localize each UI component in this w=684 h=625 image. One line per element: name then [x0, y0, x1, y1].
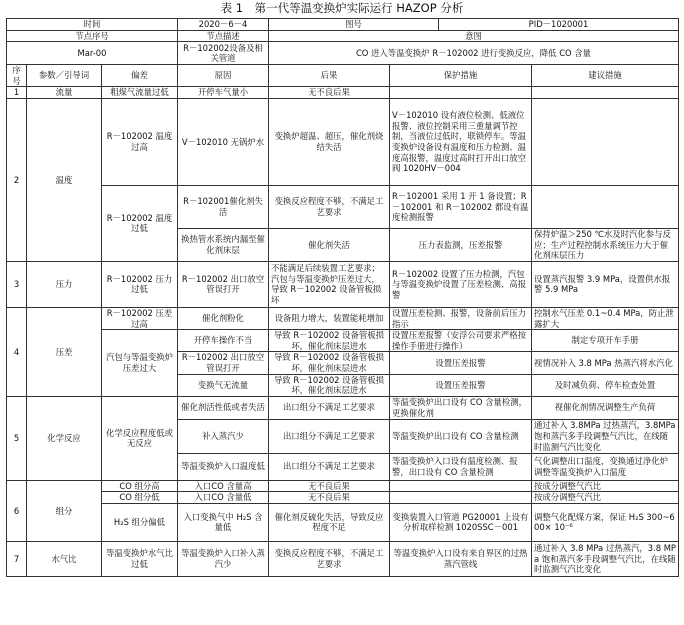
row-suggestion	[532, 185, 679, 228]
row-param: 压力	[27, 261, 102, 307]
row-param: 流量	[27, 87, 102, 99]
row-param: 压差	[27, 307, 102, 396]
row-param: 化学反应	[27, 396, 102, 480]
table-row	[7, 261, 679, 307]
row-consequence: 无不良后果	[269, 87, 390, 99]
header-cause: 原因	[178, 65, 269, 87]
header-param: 参数／引导词	[27, 65, 102, 87]
row-protection: 压力表监测，压差报警	[390, 228, 532, 261]
row-cause: R－102002 出口放空管误打开	[178, 261, 269, 307]
meta-row-values	[7, 42, 679, 65]
node-desc-value: R－102002设备及相关管道	[178, 42, 269, 65]
row-protection: R－102001 采用 1 开 1 备设置；R－102001 和 R－102002 都设有温度检测报警	[390, 185, 532, 228]
row-suggestion: 通过补入 3.8 MPa 过热蒸汽，3.8 MPa 饱和蒸汽多手段调整气汽比，在线随时监测气汽比变化	[532, 541, 679, 576]
table-row	[7, 396, 679, 419]
row-cause: 入口CO 含量高	[178, 480, 269, 492]
table-caption: 表 1 第一代等温变换炉实际运行 HAZOP 分析	[220, 1, 464, 15]
node-label: 节点序号	[7, 30, 178, 42]
row-no: 6	[7, 480, 27, 541]
row-deviation: R－102002 压力过低	[102, 261, 178, 307]
row-no: 2	[7, 98, 27, 261]
row-protection: 设置压差报警	[390, 374, 532, 396]
row-protection: 变换装置入口管道 PG20001 上设有分析取样检测 1020SSC－001	[390, 503, 532, 541]
row-consequence: 变换反应程度不够，不满足工艺要求	[269, 541, 390, 576]
row-protection: 设置压差报警	[390, 352, 532, 374]
row-suggestion: 通过补入 3.8MPa 过热蒸汽，3.8MPa 饱和蒸汽多手段调整气汽比，在线随时监测气汽比变化	[532, 419, 679, 453]
row-suggestion: 视情况补入 3.8 MPa 热蒸汽将水汽化	[532, 352, 679, 374]
row-cause: V－102010 无锅炉水	[178, 98, 269, 185]
row-suggestion	[532, 87, 679, 99]
time-value: 2020－6－4	[178, 19, 269, 31]
row-suggestion: 保持炉温＞250 ℃水及时汽化参与反应；生产过程控制水系统压力大于催化剂床层压力	[532, 228, 679, 261]
meta-row-node	[7, 30, 679, 42]
row-suggestion: 调整气化配煤方案，保证 H₂S 300~600× 10⁻⁶	[532, 503, 679, 541]
row-no: 5	[7, 396, 27, 480]
row-deviation: 化学反应程度低或无反应	[102, 396, 178, 480]
row-consequence: 设备阻力增大，装置能耗增加	[269, 307, 390, 329]
table-row	[7, 541, 679, 576]
row-suggestion: 视催化剂情况调整生产负荷	[532, 396, 679, 419]
row-consequence: 催化剂失活	[269, 228, 390, 261]
table-row	[7, 503, 679, 541]
table-row	[7, 330, 679, 352]
row-deviation: 粗煤气流量过低	[102, 87, 178, 99]
drawing-value: PID－1020001	[439, 19, 679, 31]
row-cause: 开停车操作不当	[178, 330, 269, 352]
row-no: 7	[7, 541, 27, 576]
row-consequence: 导致 R－102002 设备管板损坏，催化剂床层进水	[269, 330, 390, 352]
row-suggestion: 按成分调整气汽比	[532, 480, 679, 492]
table-row	[7, 185, 679, 228]
row-no: 1	[7, 87, 27, 99]
row-consequence: 无不良后果	[269, 480, 390, 492]
meta-row-time	[7, 19, 679, 31]
row-cause: 开停车气量小	[178, 87, 269, 99]
row-cause: R－102002 出口放空管误打开	[178, 352, 269, 374]
row-consequence: 不能满足后续装置工艺要求；汽包与等温变换炉压差过大，导致 R－102002 设备管板损坏	[269, 261, 390, 307]
row-consequence: 出口组分不满足工艺要求	[269, 396, 390, 419]
header-no: 序号	[7, 65, 27, 87]
row-protection: R－102002 设置了压力检测，汽包与等温变换炉设置了压差检测、高报警	[390, 261, 532, 307]
row-protection: 设置压差报警（安浮公司要求严格按操作手册进行操作）	[390, 330, 532, 352]
row-protection	[390, 480, 532, 492]
intent-label: 意图	[269, 30, 679, 42]
time-label: 时间	[7, 19, 178, 31]
hazop-table	[6, 18, 679, 577]
header-suggestion: 建议措施	[532, 65, 679, 87]
row-protection	[390, 492, 532, 504]
row-cause: 催化剂粉化	[178, 307, 269, 329]
row-param: 组分	[27, 480, 102, 541]
row-protection: 等温变换炉出口设有 CO 含量检测，更换催化剂	[390, 396, 532, 419]
node-desc-label: 节点描述	[178, 30, 269, 42]
row-cause: 等温变换炉入口补入蒸汽少	[178, 541, 269, 576]
row-cause: 补入蒸汽少	[178, 419, 269, 453]
row-suggestion: 气化调整出口温度，变换通过净化炉调整等温变换炉入口温度	[532, 453, 679, 480]
drawing-label: 图号	[269, 19, 439, 31]
row-consequence: 导致 R－102002 设备管板损坏，催化剂床层进水	[269, 352, 390, 374]
header-row	[7, 65, 679, 87]
row-cause: R－102001催化剂失活	[178, 185, 269, 228]
row-consequence: 出口组分不满足工艺要求	[269, 419, 390, 453]
row-deviation: CO 组分高	[102, 480, 178, 492]
row-consequence: 无不良后果	[269, 492, 390, 504]
table-row	[7, 98, 679, 185]
row-suggestion: 按成分调整气汽比	[532, 492, 679, 504]
row-cause: 入口变换气中 H₂S 含量低	[178, 503, 269, 541]
row-protection: 等温变换炉入口设有温度检测、报警，出口设有 CO 含量检测	[390, 453, 532, 480]
intent-value: CO 进入等温变换炉 R－102002 进行变换反应，降低 CO 含量	[269, 42, 679, 65]
row-suggestion	[532, 98, 679, 185]
row-deviation: R－102002 温度过低	[102, 185, 178, 261]
row-protection: 等温变换炉入口设有来自界区的过热蒸汽管线	[390, 541, 532, 576]
row-consequence: 出口组分不满足工艺要求	[269, 453, 390, 480]
row-no: 4	[7, 307, 27, 396]
row-deviation: H₂S 组分偏低	[102, 503, 178, 541]
row-suggestion: 及时减负荷、停车检查处置	[532, 374, 679, 396]
row-cause: 变换气无流量	[178, 374, 269, 396]
row-deviation: CO 组分低	[102, 492, 178, 504]
row-deviation: 汽包与等温变换炉压差过大	[102, 330, 178, 397]
row-cause: 入口CO 含量低	[178, 492, 269, 504]
row-consequence: 变换炉超温、超压，催化剂烧结失活	[269, 98, 390, 185]
table-row	[7, 492, 679, 504]
row-param: 水气比	[27, 541, 102, 576]
header-consequence: 后果	[269, 65, 390, 87]
row-param: 温度	[27, 98, 102, 261]
header-deviation: 偏差	[102, 65, 178, 87]
table-row	[7, 307, 679, 329]
row-cause: 催化剂活性低或者失活	[178, 396, 269, 419]
row-consequence: 导致 R－102002 设备管板损坏，催化剂床层进水	[269, 374, 390, 396]
row-cause: 换热管水系统内漏至催化剂床层	[178, 228, 269, 261]
row-protection: 设置压差检测、报警，设备前后压力指示	[390, 307, 532, 329]
row-protection	[390, 87, 532, 99]
table-row	[7, 87, 679, 99]
row-consequence: 变换反应程度不够，不满足工艺要求	[269, 185, 390, 228]
row-suggestion: 控制水气压差 0.1~0.4 MPa，防止泄露扩大	[532, 307, 679, 329]
row-no: 3	[7, 261, 27, 307]
row-consequence: 催化剂反硫化失活，导致反应程度不足	[269, 503, 390, 541]
row-deviation: R－102002 压差过高	[102, 307, 178, 329]
row-suggestion: 设置蒸汽报警 3.9 MPa，设置供水报警 5.9 MPa	[532, 261, 679, 307]
table-row	[7, 480, 679, 492]
row-deviation: 等温变换炉水气比过低	[102, 541, 178, 576]
row-suggestion: 制定专项开车手册	[532, 330, 679, 352]
row-protection: V－102010 设有液位检测、低液位报警、液位控制采用三重量调节控制，当液位过低时，联锁停车。等温变换炉设备设有温度和压力检测、温度高报警，温度过高时打开出口放空阀 1020HV－004	[390, 98, 532, 185]
node-value: Mar-00	[7, 42, 178, 65]
header-protection: 保护措施	[390, 65, 532, 87]
row-cause: 等温变换炉入口温度低	[178, 453, 269, 480]
row-protection: 等温变换炉出口设有 CO 含量检测	[390, 419, 532, 453]
row-deviation: R－102002 温度过高	[102, 98, 178, 185]
